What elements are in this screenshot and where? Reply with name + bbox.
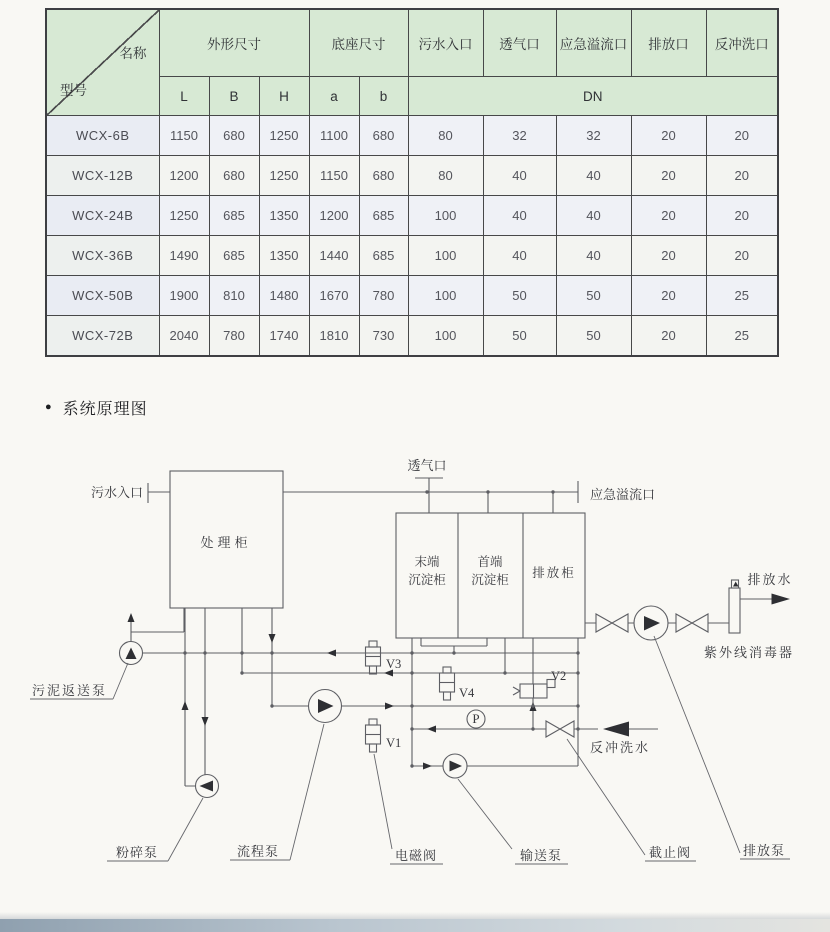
- header-sewage-inlet: 污水入口: [408, 9, 483, 77]
- header-base-dim: 底座尺寸: [309, 9, 408, 77]
- value-cell: 50: [483, 276, 556, 316]
- discharge-pump-label: 排放泵: [742, 843, 786, 858]
- value-cell: 25: [706, 276, 778, 316]
- value-cell: 685: [359, 196, 408, 236]
- subheader-L: L: [159, 77, 209, 116]
- grinder-pump-label: 粉碎泵: [115, 845, 159, 860]
- overflow-label: 应急溢流口: [590, 487, 656, 502]
- value-cell: 680: [209, 116, 259, 156]
- solenoid-valve-label: 电磁阀: [394, 848, 438, 863]
- junction-dots: [183, 490, 579, 767]
- discharge-water-label: 排放水: [747, 572, 793, 587]
- solenoid-valve-v4: [440, 667, 455, 700]
- value-cell: 1480: [259, 276, 309, 316]
- value-cell: 40: [483, 156, 556, 196]
- value-cell: 20: [706, 236, 778, 276]
- backwash-water-label: 反冲洗水: [589, 740, 651, 755]
- value-cell: 780: [359, 276, 408, 316]
- end-settling-label-1: 末端: [414, 555, 440, 569]
- value-cell: 1250: [259, 156, 309, 196]
- value-cell: 50: [556, 276, 631, 316]
- table-row: [46, 156, 778, 196]
- corner-cell: [46, 9, 159, 116]
- value-cell: 680: [359, 116, 408, 156]
- value-cell: 80: [408, 116, 483, 156]
- stop-valve-label: 截止阀: [648, 845, 692, 860]
- piping-lines: [120, 471, 773, 798]
- corner-model-label: 型号: [60, 83, 87, 98]
- value-cell: 1810: [309, 316, 359, 356]
- value-cell: 40: [556, 156, 631, 196]
- value-cell: 1740: [259, 316, 309, 356]
- value-cell: 1100: [309, 116, 359, 156]
- value-cell: 685: [209, 236, 259, 276]
- value-cell: 1350: [259, 196, 309, 236]
- valve-v4-label: V4: [459, 686, 475, 700]
- model-cell: WCX-6B: [46, 116, 159, 156]
- value-cell: 1150: [309, 156, 359, 196]
- value-cell: 1440: [309, 236, 359, 276]
- bullet-icon: ●: [45, 401, 53, 413]
- valve-v3-label: V3: [386, 657, 402, 671]
- solenoid-valve-v3: [366, 641, 381, 674]
- subheader-b: b: [359, 77, 408, 116]
- value-cell: 1350: [259, 236, 309, 276]
- value-cell: 20: [631, 236, 706, 276]
- solenoid-valve-v2: [513, 680, 555, 699]
- table-row: [46, 276, 778, 316]
- valve-v1-label: V1: [386, 736, 402, 750]
- stop-valve-1: [596, 614, 628, 632]
- value-cell: 2040: [159, 316, 209, 356]
- table-row: [46, 116, 778, 156]
- value-cell: 32: [483, 116, 556, 156]
- value-cell: 1250: [159, 196, 209, 236]
- value-cell: 685: [359, 236, 408, 276]
- value-cell: 100: [408, 316, 483, 356]
- page-edge-shadow: [0, 912, 830, 919]
- model-cell: WCX-72B: [46, 316, 159, 356]
- model-cell: WCX-24B: [46, 196, 159, 236]
- transfer-pump-label: 输送泵: [519, 848, 563, 863]
- value-cell: 730: [359, 316, 408, 356]
- page-edge-strip: [0, 919, 830, 932]
- value-cell: 1250: [259, 116, 309, 156]
- value-cell: 20: [631, 116, 706, 156]
- header-vent: 透气口: [483, 9, 556, 77]
- value-cell: 1150: [159, 116, 209, 156]
- subheader-B: B: [209, 77, 259, 116]
- value-cell: 1490: [159, 236, 209, 276]
- backwash-inlet-arrow: [603, 722, 629, 737]
- first-settling-label-1: 首端: [477, 555, 503, 569]
- value-cell: 20: [631, 316, 706, 356]
- value-cell: 100: [408, 236, 483, 276]
- value-cell: 20: [706, 116, 778, 156]
- subheader-dn: DN: [408, 77, 778, 116]
- model-cell: WCX-50B: [46, 276, 159, 316]
- value-cell: 780: [209, 316, 259, 356]
- value-cell: 50: [556, 316, 631, 356]
- value-cell: 100: [408, 196, 483, 236]
- leader-lines: [30, 636, 790, 864]
- value-cell: 680: [209, 156, 259, 196]
- sewage-inlet-label: 污水入口: [90, 485, 144, 500]
- stop-valve-2: [676, 614, 708, 632]
- model-cell: WCX-12B: [46, 156, 159, 196]
- header-outer-dim: 外形尺寸: [159, 9, 309, 77]
- discharge-cabinet-label: 排放柜: [532, 566, 576, 580]
- value-cell: 1670: [309, 276, 359, 316]
- value-cell: 20: [631, 196, 706, 236]
- value-cell: 680: [359, 156, 408, 196]
- first-settling-label-2: 沉淀柜: [471, 573, 509, 587]
- pressure-gauge-label: P: [472, 711, 480, 726]
- table-row: [46, 236, 778, 276]
- value-cell: 40: [483, 236, 556, 276]
- uv-sterilizer-symbol: [729, 580, 772, 633]
- sludge-return-pump-label: 污泥返送泵: [32, 683, 108, 698]
- treatment-cabinet-label: 处理柜: [200, 535, 252, 550]
- value-cell: 40: [483, 196, 556, 236]
- section-title: [45, 396, 148, 419]
- table-row: [46, 316, 778, 356]
- value-cell: 1200: [159, 156, 209, 196]
- subheader-H: H: [259, 77, 309, 116]
- corner-name-label: 名称: [119, 46, 147, 61]
- section-title-text: 系统原理图: [62, 401, 148, 418]
- value-cell: 20: [706, 156, 778, 196]
- value-cell: 1900: [159, 276, 209, 316]
- value-cell: 20: [631, 156, 706, 196]
- value-cell: 25: [706, 316, 778, 356]
- solenoid-valve-v1: [366, 719, 381, 752]
- process-pump-label: 流程泵: [236, 844, 280, 859]
- end-settling-label-2: 沉淀柜: [408, 573, 446, 587]
- value-cell: 100: [408, 276, 483, 316]
- header-discharge: 排放口: [631, 9, 706, 77]
- model-cell: WCX-36B: [46, 236, 159, 276]
- value-cell: 20: [706, 196, 778, 236]
- spec-table: [45, 8, 779, 357]
- table-row: [46, 196, 778, 236]
- value-cell: 50: [483, 316, 556, 356]
- value-cell: 32: [556, 116, 631, 156]
- value-cell: 810: [209, 276, 259, 316]
- value-cell: 20: [631, 276, 706, 316]
- valve-v2-label: V2: [551, 669, 567, 683]
- uv-sterilizer-label: 紫外线消毒器: [703, 645, 795, 660]
- header-overflow: 应急溢流口: [556, 9, 631, 77]
- subheader-a: a: [309, 77, 359, 116]
- value-cell: 1200: [309, 196, 359, 236]
- value-cell: 80: [408, 156, 483, 196]
- system-schematic-diagram: [0, 430, 830, 932]
- header-backwash: 反冲洗口: [706, 9, 778, 77]
- value-cell: 40: [556, 236, 631, 276]
- backwash-stop-valve: [546, 721, 574, 737]
- value-cell: 40: [556, 196, 631, 236]
- value-cell: 685: [209, 196, 259, 236]
- vent-label: 透气口: [407, 458, 447, 473]
